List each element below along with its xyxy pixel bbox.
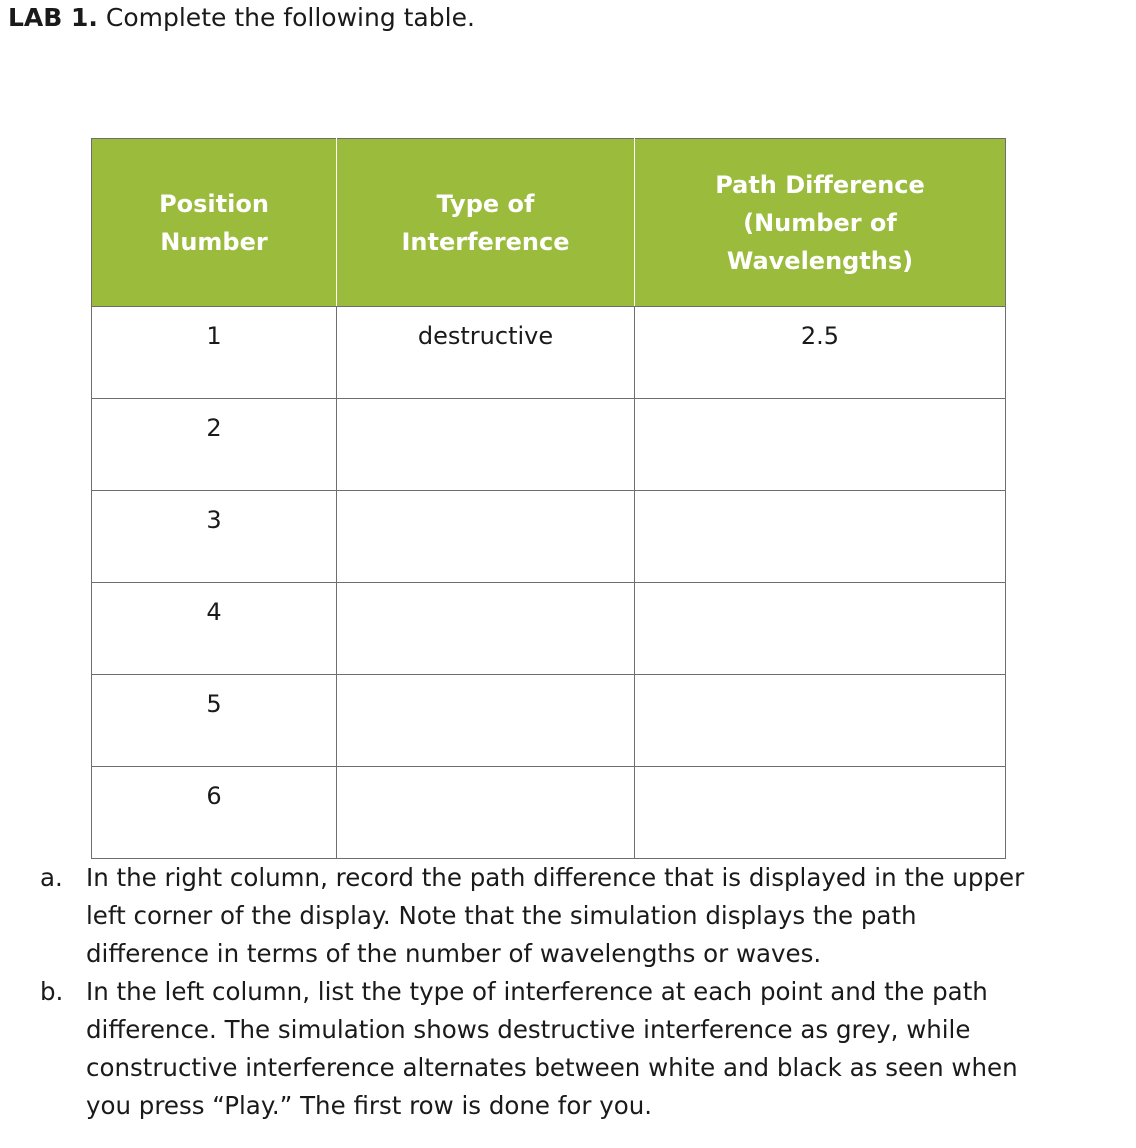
instruction-line: constructive interference alternates between white and black as seen when <box>86 1053 1018 1082</box>
position-cell: 1 <box>92 307 337 399</box>
position-cell: 5 <box>92 675 337 767</box>
path-difference-cell[interactable] <box>635 399 1006 491</box>
header-text-line: Interference <box>401 227 570 256</box>
instruction-line: left corner of the display. Note that the simulation displays the path <box>86 901 917 930</box>
path-difference-cell[interactable]: 2.5 <box>635 307 1006 399</box>
list-marker: a. <box>40 863 63 892</box>
header-path-difference <box>635 139 1006 307</box>
header-text-line: Type of <box>436 189 535 218</box>
interference-type-cell[interactable] <box>337 491 635 583</box>
interference-type-cell[interactable] <box>337 675 635 767</box>
table-row <box>92 767 1006 859</box>
lab-heading <box>8 2 475 34</box>
table-row <box>92 307 1006 399</box>
position-cell: 6 <box>92 767 337 859</box>
position-cell: 2 <box>92 399 337 491</box>
interference-type-cell[interactable]: destructive <box>337 307 635 399</box>
lab-label: LAB 1. <box>8 3 98 32</box>
instruction-line: difference. The simulation shows destructive interference as grey, while <box>86 1015 971 1044</box>
instruction-line: In the right column, record the path difference that is displayed in the upper <box>86 863 1025 892</box>
instruction-item-b <box>40 973 1120 1125</box>
path-difference-cell[interactable] <box>635 675 1006 767</box>
header-text-line: Path Difference <box>715 170 925 199</box>
table-header-row <box>92 139 1006 307</box>
interference-type-cell[interactable] <box>337 583 635 675</box>
path-difference-cell[interactable] <box>635 583 1006 675</box>
list-marker: b. <box>40 977 64 1006</box>
header-text-line: Position <box>159 189 269 218</box>
table-row <box>92 399 1006 491</box>
table-row <box>92 675 1006 767</box>
instruction-line: In the left column, list the type of interference at each point and the path <box>86 977 988 1006</box>
path-difference-cell[interactable] <box>635 767 1006 859</box>
header-text-line: (Number of <box>743 208 897 237</box>
instruction-line: you press “Play.” The first row is done for you. <box>86 1091 653 1120</box>
instruction-item-a <box>40 859 1120 973</box>
position-cell: 3 <box>92 491 337 583</box>
header-type-of-interference <box>337 139 635 307</box>
interference-type-cell[interactable] <box>337 399 635 491</box>
header-text-line: Wavelengths) <box>726 246 914 275</box>
table-row <box>92 583 1006 675</box>
instructions-list <box>40 859 1120 1125</box>
header-text-line: Number <box>160 227 268 256</box>
lab-instruction: Complete the following table. <box>105 3 475 32</box>
table-row <box>92 491 1006 583</box>
instruction-line: difference in terms of the number of wavelengths or waves. <box>86 939 822 968</box>
header-position-number <box>92 139 337 307</box>
interference-type-cell[interactable] <box>337 767 635 859</box>
path-difference-cell[interactable] <box>635 491 1006 583</box>
lab-table <box>91 138 1006 859</box>
position-cell: 4 <box>92 583 337 675</box>
